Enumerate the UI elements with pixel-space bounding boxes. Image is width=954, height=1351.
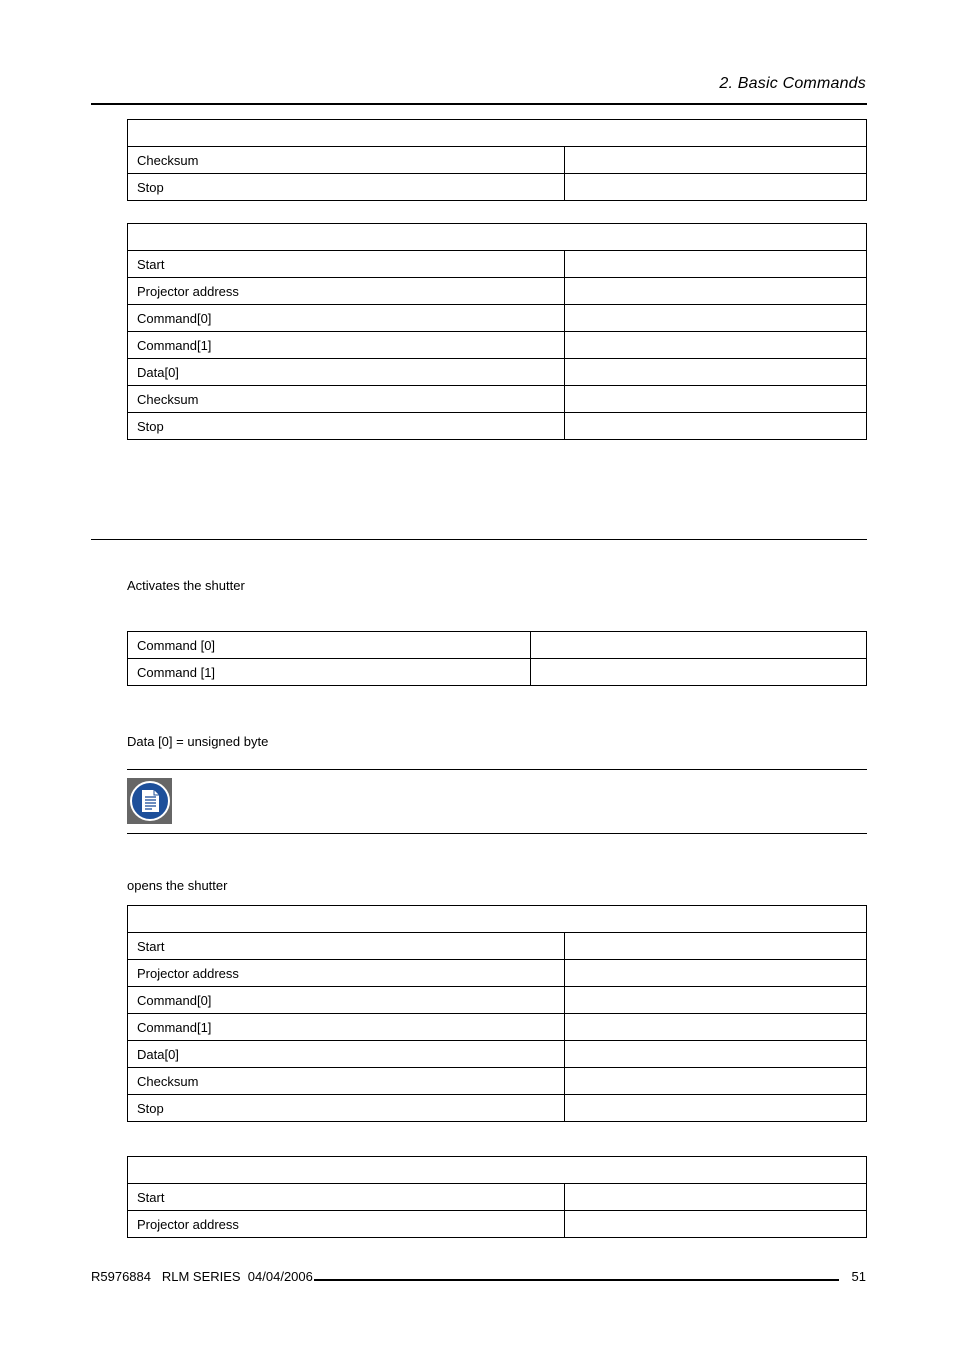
row-value (531, 659, 867, 686)
row-value (565, 1211, 867, 1238)
table-row (128, 1184, 867, 1211)
table-row (128, 659, 867, 686)
section-description: Activates the shutter (127, 578, 245, 593)
table-row (128, 960, 867, 987)
table-row (128, 632, 867, 659)
row-value (565, 933, 867, 960)
row-label: Projector address (128, 1211, 565, 1238)
table-row (128, 933, 867, 960)
row-label: Start (128, 933, 565, 960)
row-value (565, 413, 867, 440)
row-value (565, 147, 867, 174)
row-label: Stop (128, 174, 565, 201)
row-label: Checksum (128, 147, 565, 174)
row-label: Projector address (128, 960, 565, 987)
row-label: Stop (128, 413, 565, 440)
table-row (128, 1068, 867, 1095)
row-value (565, 1184, 867, 1211)
section-rule (91, 539, 867, 540)
table-row (128, 251, 867, 278)
row-value (565, 332, 867, 359)
row-label: Start (128, 1184, 565, 1211)
table-caption (128, 120, 867, 147)
row-label: Data[0] (128, 359, 565, 386)
table-row (128, 332, 867, 359)
row-label: Command[1] (128, 1014, 565, 1041)
row-value (565, 1041, 867, 1068)
footer-doc-ref: R5976884 RLM SERIES 04/04/2006 (91, 1269, 313, 1284)
row-value (565, 251, 867, 278)
table-row (128, 359, 867, 386)
row-label: Checksum (128, 386, 565, 413)
table-row (128, 1211, 867, 1238)
table-row (128, 1041, 867, 1068)
row-value (565, 305, 867, 332)
footer-rule (314, 1279, 839, 1281)
row-value (565, 1068, 867, 1095)
row-label: Command[0] (128, 987, 565, 1014)
table-caption (128, 224, 867, 251)
row-value (565, 1095, 867, 1122)
note-top-rule (127, 769, 867, 770)
document-note-icon (127, 778, 172, 824)
row-label: Start (128, 251, 565, 278)
row-label: Command [1] (128, 659, 531, 686)
note-bottom-rule (127, 833, 867, 834)
page-number: 51 (851, 1269, 866, 1284)
table-row (128, 386, 867, 413)
example-text: opens the shutter (127, 878, 228, 893)
data-note: Data [0] = unsigned byte (127, 734, 269, 749)
command-bytes-table (127, 631, 867, 686)
row-value (565, 1014, 867, 1041)
table-caption (128, 906, 867, 933)
page-header-title: 2. Basic Commands (719, 75, 866, 92)
table-row (128, 1014, 867, 1041)
row-label: Command[1] (128, 332, 565, 359)
row-value (565, 278, 867, 305)
table-row (128, 413, 867, 440)
row-value (565, 174, 867, 201)
command-table-2 (127, 223, 867, 440)
command-table-3 (127, 905, 867, 1122)
table-row (128, 305, 867, 332)
row-label: Stop (128, 1095, 565, 1122)
command-table-1 (127, 119, 867, 201)
header-rule (91, 103, 867, 105)
row-label: Command[0] (128, 305, 565, 332)
row-value (531, 632, 867, 659)
table-row (128, 174, 867, 201)
table-row (128, 147, 867, 174)
command-table-4 (127, 1156, 867, 1238)
table-row (128, 278, 867, 305)
table-caption (128, 1157, 867, 1184)
row-value (565, 359, 867, 386)
row-value (565, 386, 867, 413)
row-label: Command [0] (128, 632, 531, 659)
row-value (565, 960, 867, 987)
table-row (128, 987, 867, 1014)
row-label: Projector address (128, 278, 565, 305)
table-row (128, 1095, 867, 1122)
row-label: Data[0] (128, 1041, 565, 1068)
row-value (565, 987, 867, 1014)
row-label: Checksum (128, 1068, 565, 1095)
